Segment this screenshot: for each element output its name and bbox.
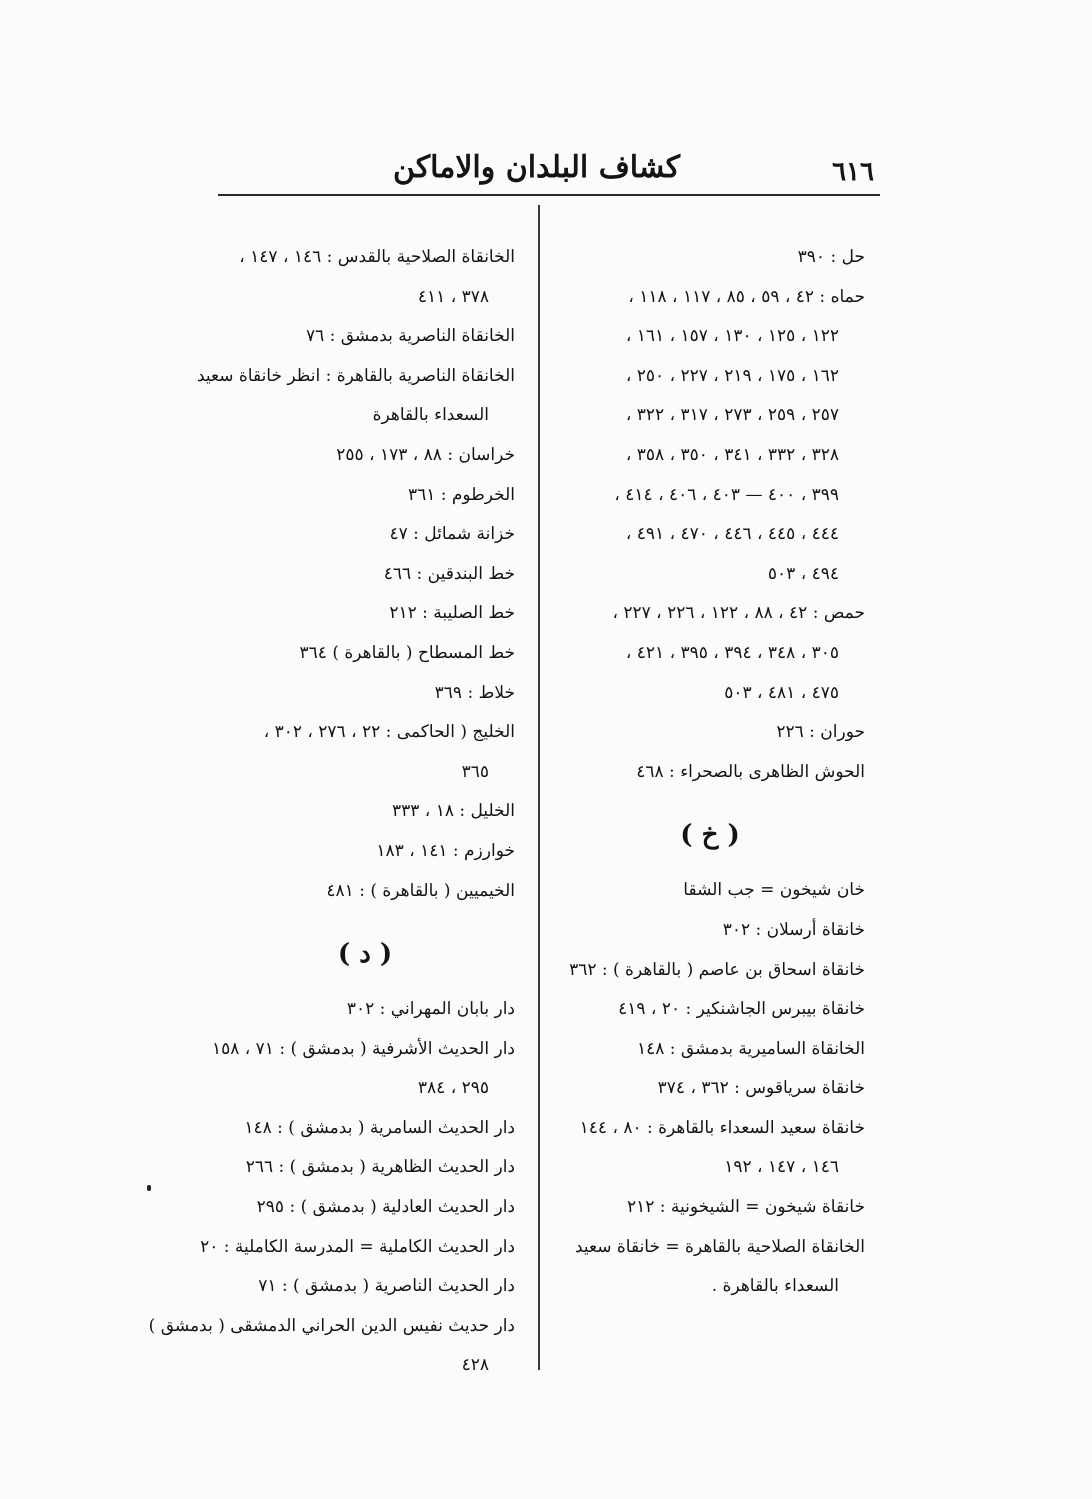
index-entry-continuation: ٣٠٥ ، ٣٤٨ ، ٣٩٤ ، ٣٩٥ ، ٤٢١ ، xyxy=(625,642,839,663)
index-entry: دار بابان المهراني : ٣٠٢ xyxy=(346,999,515,1020)
index-entry-continuation: ٢٩٥ ، ٣٨٤ xyxy=(417,1078,489,1099)
index-entry: حمص : ٤٢ ، ٨٨ ، ١٢٢ ، ٢٢٦ ، ٢٢٧ ، xyxy=(612,603,865,624)
index-entry: دار الحديث الأشرفية ( بدمشق ) : ٧١ ، ١٥٨ xyxy=(211,1038,515,1059)
ink-speck xyxy=(147,1185,151,1191)
index-entry-continuation: ١٦٢ ، ١٧٥ ، ٢١٩ ، ٢٢٧ ، ٢٥٠ ، xyxy=(625,365,839,386)
index-entry: خانقاة أرسلان : ٣٠٢ xyxy=(722,919,865,940)
column-divider xyxy=(538,205,540,1370)
index-entry-continuation: ١٤٦ ، ١٤٧ ، ١٩٢ xyxy=(724,1157,839,1178)
index-entry: خزانة شمائل : ٤٧ xyxy=(389,524,515,545)
index-column-left xyxy=(148,238,515,1386)
index-entry: خانقاة سعيد السعداء بالقاهرة : ٨٠ ، ١٤٤ xyxy=(579,1117,865,1138)
index-entry: خانقاة اسحاق بن عاصم ( بالقاهرة ) : ٣٦٢ xyxy=(569,959,865,980)
index-entry: خط الصليبة : ٢١٢ xyxy=(389,603,515,624)
index-column-right xyxy=(555,238,865,1307)
index-entry: الخانقاة الناصرية بدمشق : ٧٦ xyxy=(305,326,515,347)
index-entry: خانقاة بيبرس الجاشنكير : ٢٠ ، ٤١٩ xyxy=(618,999,865,1020)
index-entry: خط البندقين : ٤٦٦ xyxy=(383,563,515,584)
index-entry: الخرطوم : ٣٦١ xyxy=(407,484,515,505)
index-entry: الخانقاة الساميرية بدمشق : ١٤٨ xyxy=(636,1038,865,1059)
index-entry: حوران : ٢٢٦ xyxy=(776,722,865,743)
index-entry-continuation: ٤٤٤ ، ٤٤٥ ، ٤٤٦ ، ٤٧٠ ، ٤٩١ ، xyxy=(625,524,839,545)
index-entry: دار الحديث السامرية ( بدمشق ) : ١٤٨ xyxy=(244,1117,515,1138)
running-title: كشاف البلدان والاماكن xyxy=(392,150,680,185)
index-entry-continuation: ٣٩٩ ، ٤٠٠ — ٤٠٣ ، ٤٠٦ ، ٤١٤ ، xyxy=(614,484,839,505)
index-entry: الخليج ( الحاكمى : ٢٢ ، ٢٧٦ ، ٣٠٢ ، xyxy=(263,722,515,743)
index-entry-continuation: السعداء بالقاهرة xyxy=(372,405,489,426)
index-entry-continuation: ٤٩٤ ، ٥٠٣ xyxy=(767,563,839,584)
index-entry-continuation: ٤٢٨ xyxy=(461,1355,489,1376)
index-entry: الخيميين ( بالقاهرة ) : ٤٨١ xyxy=(326,880,515,901)
index-entry: الحوش الظاهرى بالصحراء : ٤٦٨ xyxy=(636,761,865,782)
index-entry: خط المسطاح ( بالقاهرة ) ٣٦٤ xyxy=(299,642,515,663)
index-entry-continuation: السعداء بالقاهرة . xyxy=(711,1276,839,1297)
index-entry: حل : ٣٩٠ xyxy=(797,247,865,267)
index-entry: حماه : ٤٢ ، ٥٩ ، ٨٥ ، ١١٧ ، ١١٨ ، xyxy=(628,286,865,307)
index-entry-continuation: ٣٢٨ ، ٣٣٢ ، ٣٤١ ، ٣٥٠ ، ٣٥٨ ، xyxy=(625,444,839,465)
index-entry: دار الحديث العادلية ( بدمشق ) : ٢٩٥ xyxy=(256,1197,515,1218)
index-entry: خراسان : ٨٨ ، ١٧٣ ، ٢٥٥ xyxy=(336,444,515,465)
index-entry: دار حديث نفيس الدين الحراني الدمشقى ( بدمشق ) xyxy=(148,1315,515,1336)
section-heading: ( د ) xyxy=(337,939,393,970)
index-entry-continuation: ٣٦٥ xyxy=(461,761,489,782)
index-entry: خانقاة شيخون = الشيخونية : ٢١٢ xyxy=(626,1197,865,1218)
page-number: ٦١٦ xyxy=(832,157,874,187)
index-entry: دار الحديث الكاملية = المدرسة الكاملية : ٢٠ xyxy=(200,1236,515,1257)
index-entry: الخانقاة الصلاحية بالقاهرة = خانقاة سعيد xyxy=(574,1236,865,1257)
index-entry: دار الحديث الظاهرية ( بدمشق ) : ٢٦٦ xyxy=(245,1157,515,1178)
index-entry-continuation: ٣٧٨ ، ٤١١ xyxy=(417,286,489,307)
index-entry: خلاط : ٣٦٩ xyxy=(434,682,515,703)
index-entry-continuation: ٤٧٥ ، ٤٨١ ، ٥٠٣ xyxy=(724,682,839,703)
index-entry: خان شيخون = جب الشقا xyxy=(683,880,865,901)
index-entry: الخانقاة الصلاحية بالقدس : ١٤٦ ، ١٤٧ ، xyxy=(239,247,515,267)
section-heading: ( خ ) xyxy=(680,820,740,851)
index-entry: الخانقاة الناصرية بالقاهرة : انظر خانقاة سعيد xyxy=(196,365,515,386)
index-entry-continuation: ٢٥٧ ، ٢٥٩ ، ٢٧٣ ، ٣١٧ ، ٣٢٢ ، xyxy=(625,405,839,426)
index-entry: دار الحديث الناصرية ( بدمشق ) : ٧١ xyxy=(258,1276,515,1297)
index-entry-continuation: ١٢٢ ، ١٢٥ ، ١٣٠ ، ١٥٧ ، ١٦١ ، xyxy=(625,326,839,347)
index-entry: خوارزم : ١٤١ ، ١٨٣ xyxy=(376,840,515,861)
index-entry: خانقاة سرياقوس : ٣٦٢ ، ٣٧٤ xyxy=(657,1078,865,1099)
index-entry: الخليل : ١٨ ، ٣٣٣ xyxy=(391,801,515,822)
header-rule xyxy=(218,194,880,196)
